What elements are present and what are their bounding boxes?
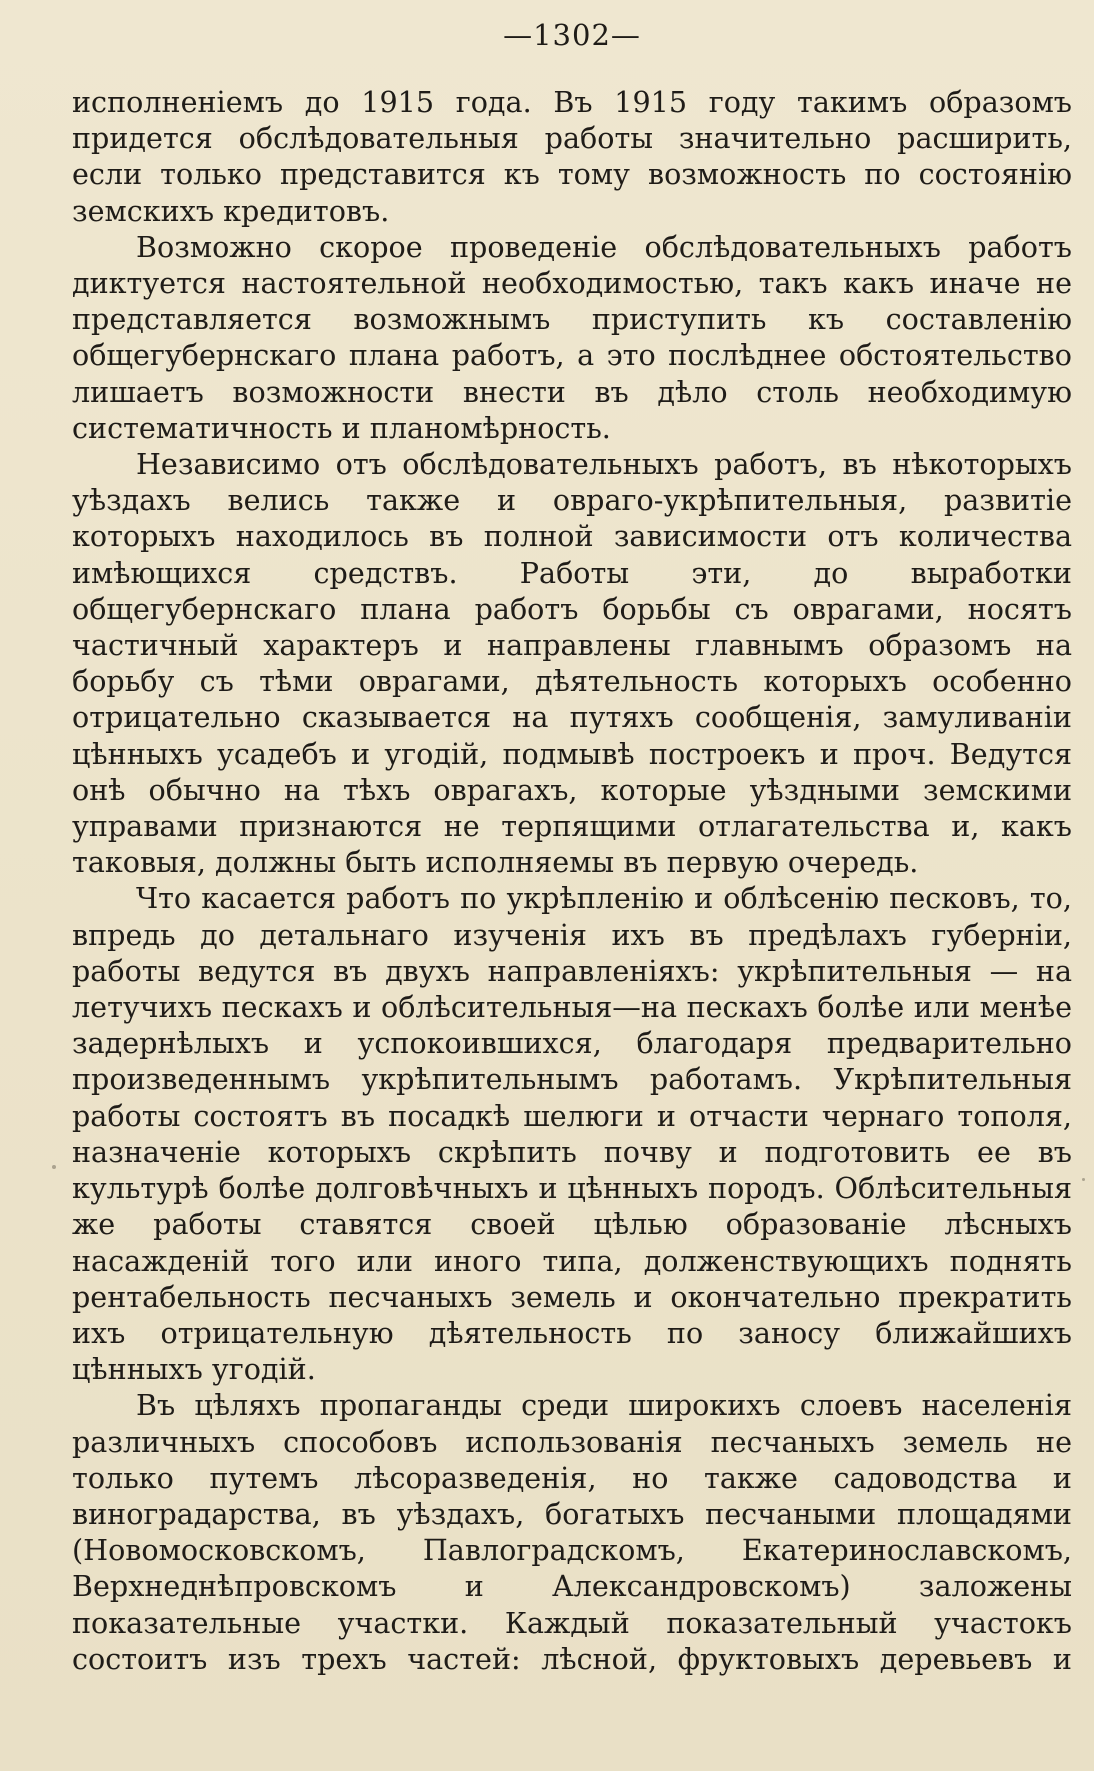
paragraph-1: исполненіемъ до 1915 года. Въ 1915 году такимъ образомъ придется обслѣдовательныя работы значительно расширить, если только представится къ тому возможность по состоянію земскихъ кредитовъ.	[72, 85, 1072, 228]
body-text	[72, 84, 1072, 1677]
paragraph-5: Въ цѣляхъ пропаганды среди широкихъ слоевъ населенія различныхъ способовъ использованія песчаныхъ земель не только путемъ лѣсоразведенія, но также садоводства и виноградарства, въ уѣздахъ, богатыхъ песчаными площадями (Новомосковскомъ, Павлоградскомъ, Екатеринославскомъ, Верхнеднѣпровскомъ и Александровскомъ) заложены показательные участки. Каждый показательный участокъ состоитъ изъ трехъ частей: лѣсной, фруктовыхъ деревьевъ и	[72, 1388, 1072, 1676]
paragraph-3: Независимо отъ обслѣдовательныхъ работъ, въ нѣкоторыхъ уѣздахъ велись также и овраго-укрѣпительныя, развитіе которыхъ находилось въ полной зависимости отъ количества имѣющихся средствъ. Работы эти, до выработки общегубернскаго плана работъ борьбы съ оврагами, носятъ частичный характеръ и направлены главнымъ образомъ на борьбу съ тѣми оврагами, дѣятельность которыхъ особенно отрицательно сказывается на путяхъ сообщенія, замуливаніи цѣнныхъ усадебъ и угодій, подмывѣ построекъ и проч. Ведутся онѣ обычно на тѣхъ оврагахъ, которые уѣздными земскими управами признаются не терпящими отлагательства и, какъ таковыя, должны быть исполняемы въ первую очередь.	[72, 447, 1072, 880]
paper-speck	[1082, 1178, 1085, 1181]
page-number: —1302—	[503, 18, 641, 52]
paper-speck	[52, 1165, 56, 1169]
paragraph-4: Что касается работъ по укрѣпленію и облѣсенію песковъ, то, впредь до детальнаго изученія ихъ въ предѣлахъ губерніи, работы ведутся въ двухъ направленіяхъ: укрѣпительныя — на летучихъ пескахъ и облѣсительныя—на пескахъ болѣе или менѣе задернѣлыхъ и успокоившихся, благодаря предварительно произведеннымъ укрѣпительнымъ работамъ. Укрѣпительныя работы состоятъ въ посадкѣ шелюги и отчасти чернаго тополя, назначеніе которыхъ скрѣпить почву и подготовить ее въ культурѣ болѣе долговѣчныхъ и цѣнныхъ породъ. Облѣсительныя же работы ставятся своей цѣлью образованіе лѣсныхъ насажденій того или иного типа, долженствующихъ поднять рентабельность песчаныхъ земель и окончательно прекратить ихъ отрицательную дѣятельность по заносу ближайшихъ цѣнныхъ угодій.	[72, 881, 1072, 1387]
paragraph-2: Возможно скорое проведеніе обслѣдовательныхъ работъ диктуется настоятельной необходимостью, такъ какъ иначе не представляется возможнымъ приступить къ составленію общегубернскаго плана работъ, а это послѣднее обстоятельство лишаетъ возможности внести въ дѣло столь необходимую систематичность и планомѣрность.	[72, 229, 1072, 445]
